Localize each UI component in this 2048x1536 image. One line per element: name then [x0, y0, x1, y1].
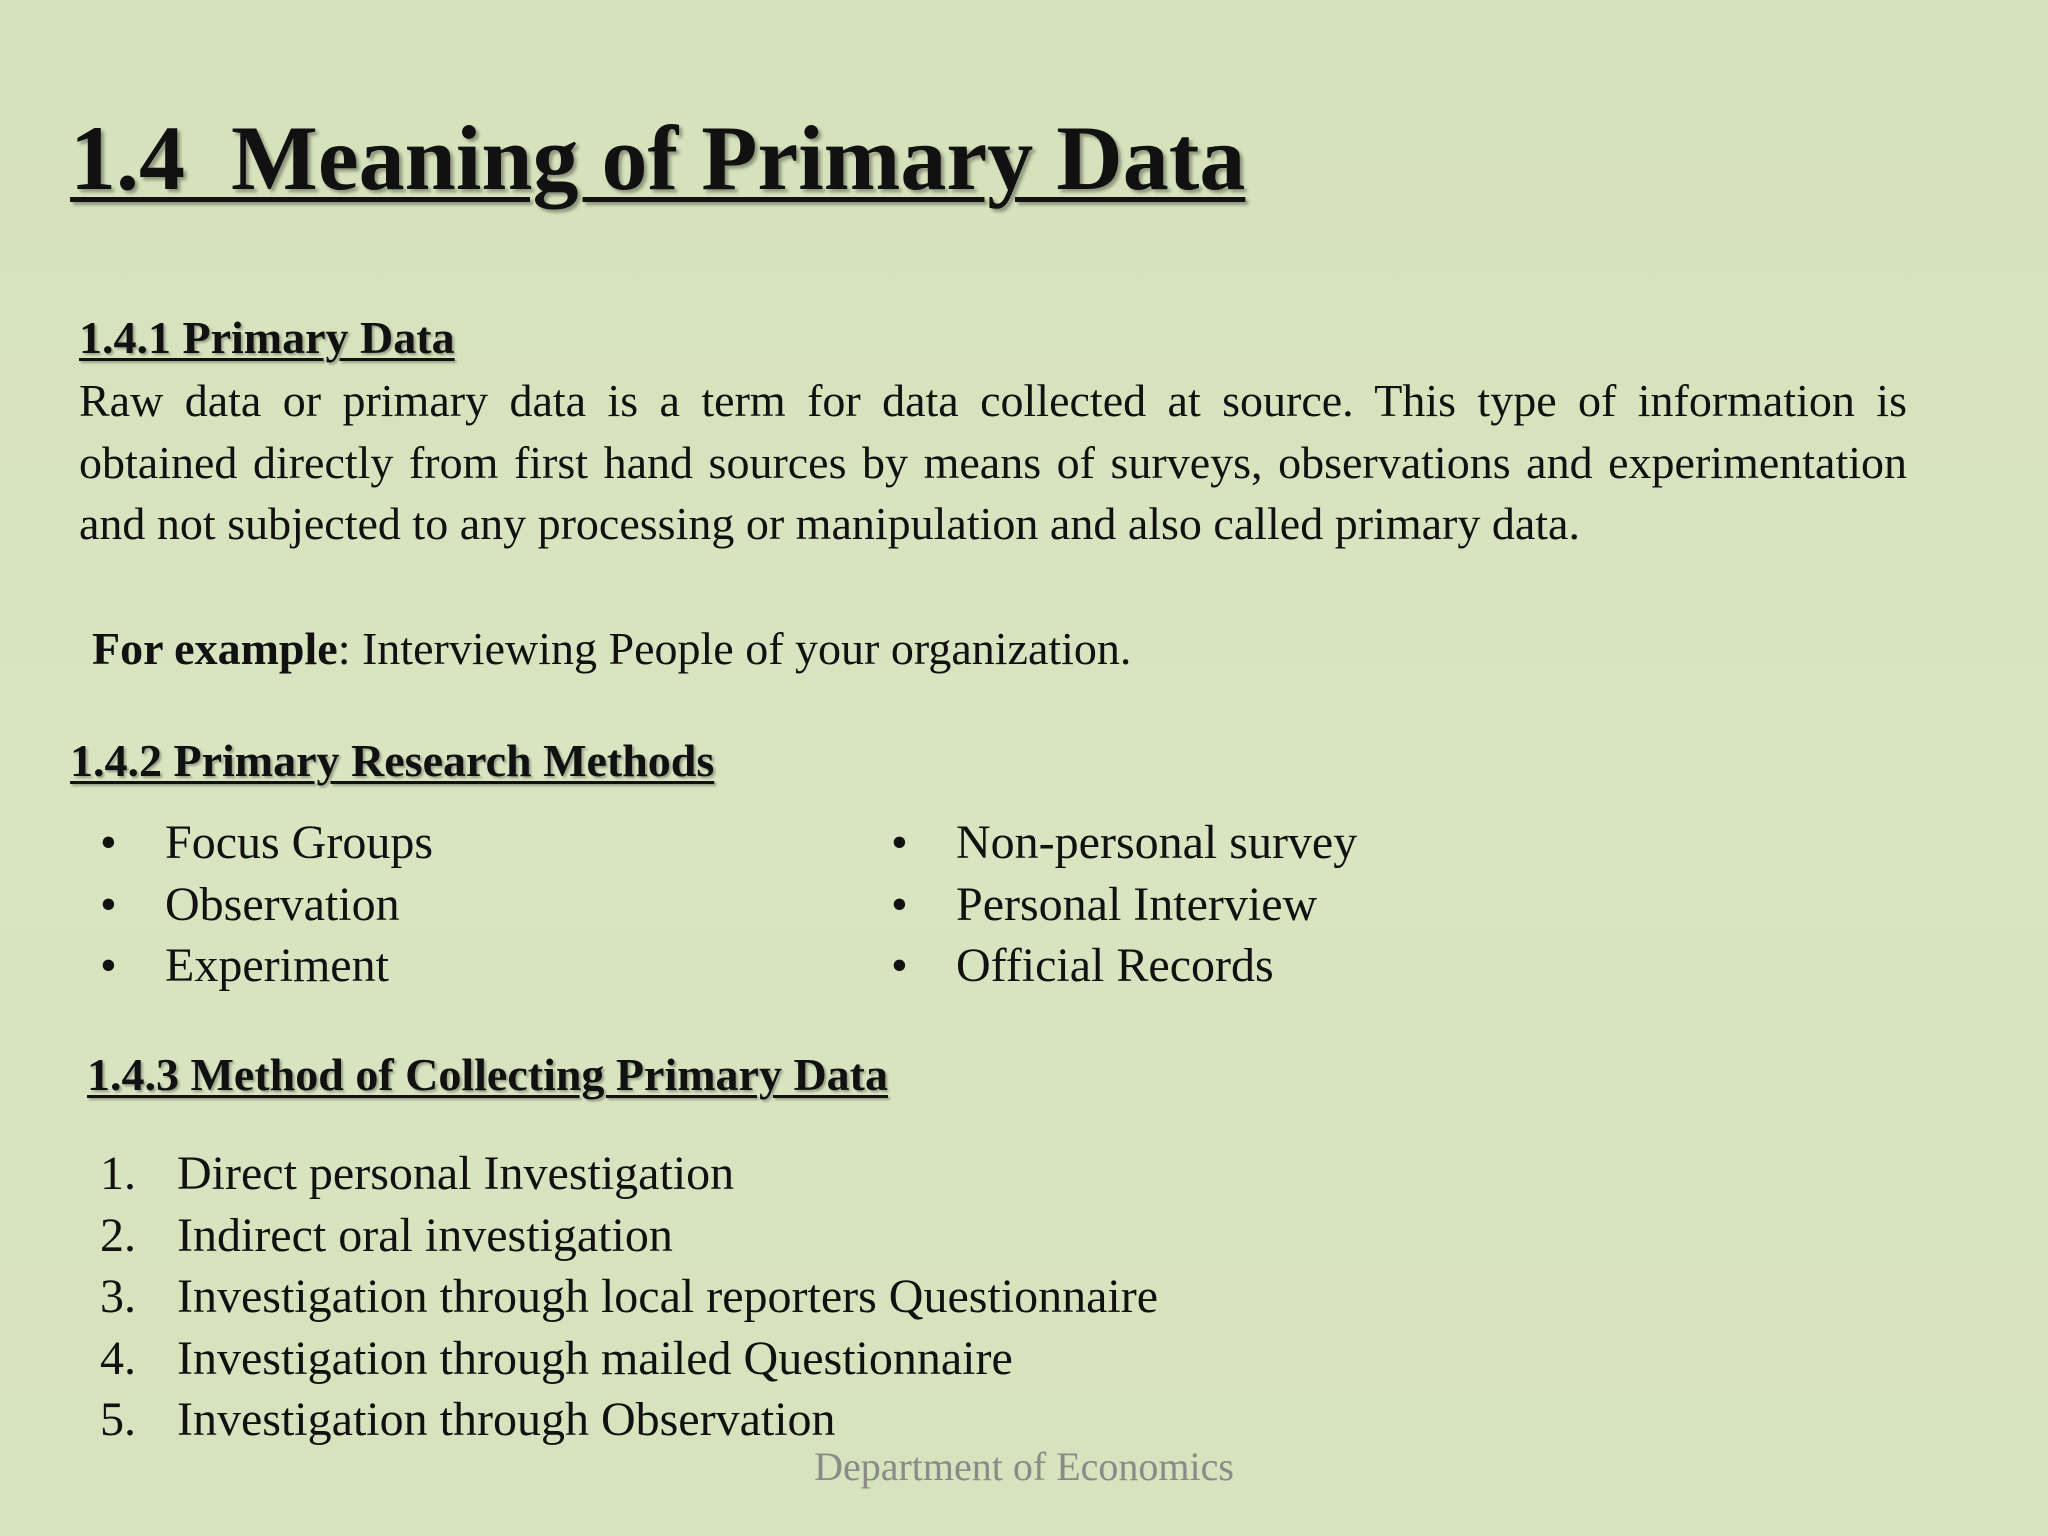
list-text: Investigation through mailed Questionnaire: [177, 1331, 1013, 1385]
list-item: [100, 1328, 1158, 1390]
list-item: • Personal Interview: [891, 874, 1357, 936]
list-item: [100, 1389, 1158, 1451]
section-heading-research-methods: 1.4.2 Primary Research Methods: [70, 735, 715, 786]
list-item: [100, 1266, 1158, 1328]
list-number: 1.: [100, 1147, 136, 1200]
list-item: • Experiment: [100, 935, 433, 997]
list-text: Indirect oral investigation: [177, 1208, 673, 1262]
example-text: : Interviewing People of your organization.: [337, 623, 1132, 674]
list-item: • Official Records: [891, 935, 1357, 997]
section-heading-collecting-methods: 1.4.3 Method of Collecting Primary Data: [87, 1049, 889, 1100]
list-text: Direct personal Investigation: [177, 1147, 735, 1200]
list-item: • Non-personal survey: [891, 812, 1357, 874]
list-item: [100, 1143, 1158, 1205]
list-item: • Focus Groups: [100, 812, 433, 874]
slide-title: 1.4 Meaning of Primary Data: [70, 107, 1246, 209]
collecting-methods-list: [100, 1143, 1158, 1451]
slide-footer: [0, 1443, 2048, 1490]
methods-list-left: [100, 812, 433, 997]
list-number: 5.: [100, 1393, 136, 1446]
section-heading-primary-data: 1.4.1 Primary Data: [79, 312, 455, 363]
list-item: [100, 1205, 1158, 1267]
footer-text: Department of Economics: [814, 1444, 1234, 1489]
list-number: 3.: [100, 1270, 136, 1323]
list-item: • Observation: [100, 874, 433, 936]
example-line: [92, 618, 1131, 680]
methods-list-right: [891, 812, 1357, 997]
primary-data-definition: Raw data or primary data is a term for data collected at source. This type of information is obtained directly from first hand sources by means of surveys, observations and experimentation and not subjected to any processing or manipulation and also called primary data.: [79, 375, 1907, 549]
list-number: 4.: [100, 1331, 136, 1385]
example-label: For example: [92, 623, 338, 674]
list-text: Investigation through local reporters Questionnaire: [177, 1270, 1159, 1323]
list-number: 2.: [100, 1208, 136, 1262]
list-text: Investigation through Observation: [177, 1393, 836, 1446]
